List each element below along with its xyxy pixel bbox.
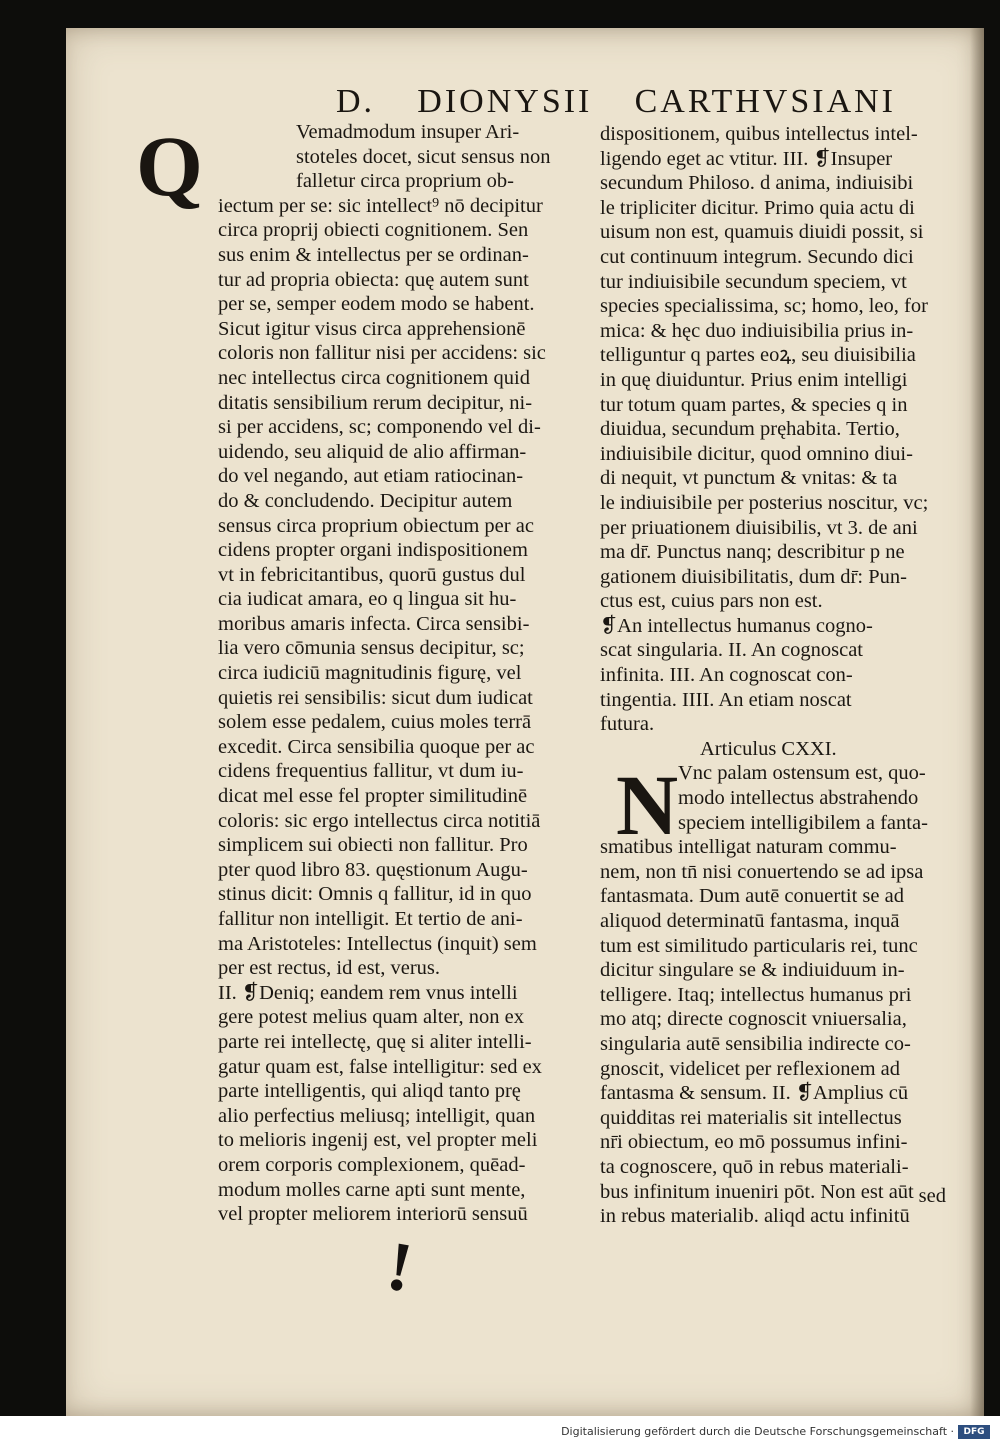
text-line: coloris: sic ergo intellectus circa notitiā: [218, 809, 541, 832]
right-column-part-a: [600, 122, 1000, 737]
text-line: circa proprij obiecti cognitionem. Sen: [218, 219, 529, 242]
book-page: [66, 28, 984, 1416]
text-line: to melioris ingenij est, vel propter meli: [218, 1129, 538, 1152]
text-line: gationem diuisibilitatis, dum dr̄: Pun-: [600, 565, 907, 588]
running-head-surname: CARTHVSIANI: [634, 83, 896, 120]
text-line: stoteles docet, sicut sensus non: [296, 145, 551, 168]
text-line: vt in febricitantibus, quorū gustus dul: [218, 563, 526, 586]
text-line: quidditas rei materialis sit intellectus: [600, 1106, 902, 1129]
text-line: si per accidens, sc; componendo vel di-: [218, 416, 541, 439]
text-line: nr̄i obiectum, eo mō possumus infini-: [600, 1131, 908, 1154]
running-head-name: DIONYSII: [417, 83, 593, 120]
text-line: ❡An intellectus humanus cogno-: [600, 614, 873, 637]
text-line: parte rei intellectę, quę si aliter intelli-: [218, 1030, 532, 1053]
text-line: uisum non est, quamuis diuidi possit, si: [600, 221, 924, 244]
digitization-footer: [0, 1416, 1000, 1444]
text-line: le tripliciter dicitur. Primo quia actu di: [600, 196, 915, 219]
text-line: alio perfectius meliusq; intelligit, quan: [218, 1104, 536, 1127]
text-line: parte intelligentis, qui aliqd tanto prę: [218, 1080, 521, 1103]
text-line: aliquod determinatū fantasma, inquā: [600, 910, 900, 932]
text-line: Vnc palam ostensum est, quo-: [678, 762, 926, 785]
text-line: bus infinitum inueniri pōt. Non est aūt: [600, 1180, 914, 1203]
running-head-initial: D.: [336, 83, 376, 120]
text-line: vel propter meliorem interiorū sensuū: [218, 1203, 528, 1226]
text-line: cia iudicat amara, eo q lingua sit hu-: [218, 588, 517, 611]
text-line: solem esse pedalem, cuius moles terrā: [218, 711, 532, 734]
text-line: falletur circa proprium ob-: [296, 170, 515, 193]
text-line: do & concludendo. Decipitur autem: [218, 489, 513, 512]
left-text-column: [218, 120, 658, 1227]
text-line: ma dr̄. Punctus nanq; describitur p ne: [600, 541, 905, 564]
dropcap-n: N: [616, 757, 679, 853]
text-line: secundum Philoso. d anima, indiuisibi: [600, 172, 914, 195]
text-line: do vel negando, aut etiam ratiocinan-: [218, 465, 524, 488]
right-text-column: [600, 122, 1000, 1229]
text-line: Vemadmodum insuper Ari-: [296, 121, 520, 143]
text-line: cidens frequentius fallitur, vt dum iu-: [218, 760, 524, 783]
text-line: in rebus materialib. aliqd actu infinitū: [600, 1205, 910, 1228]
text-line: gatur quam est, false intelligitur: sed ex: [218, 1055, 542, 1078]
text-line: ligendo eget ac vtitur. III. ❡Insuper: [600, 147, 893, 170]
text-line: speciem intelligibilem a fanta-: [678, 811, 928, 834]
footer-credit: Digitalisierung gefördert durch die Deutsche Forschungsgemeinschaft ·: [561, 1425, 954, 1438]
text-line: coloris non fallitur nisi per accidens: sic: [218, 342, 546, 365]
text-line: modum molles carne apti sunt mente,: [218, 1178, 526, 1201]
text-line: tur indiuisibile secundum speciem, vt: [600, 270, 907, 293]
text-line: II. ❡Deniq; eandem rem vnus intelli: [218, 981, 518, 1004]
text-line: stinus dicit: Omnis q fallitur, id in quo: [218, 883, 532, 906]
text-line: cidens propter organi indispositionem: [218, 539, 528, 562]
text-line: species specialissima, sc; homo, leo, for: [600, 295, 928, 318]
dropcap-q: Q: [136, 118, 203, 214]
text-line: ta cognoscere, quō in rebus materiali-: [600, 1155, 909, 1178]
text-line: indiuisibile dicitur, quod omnino diui-: [600, 442, 913, 465]
text-line: mica: & hęc duo indiuisibilia prius in-: [600, 319, 914, 342]
text-line: circa iudiciū magnitudinis figurę, vel: [218, 662, 522, 685]
text-line: simplicem sui obiecti non fallitur. Pro: [218, 834, 528, 857]
text-line: ma Aristoteles: Intellectus (inquit) sem: [218, 932, 537, 955]
text-line: dispositionem, quibus intellectus intel-: [600, 123, 918, 145]
text-line: smatibus intelligat naturam commu-: [600, 836, 897, 859]
text-line: in quę diuiduntur. Prius enim intelligi: [600, 368, 908, 391]
text-line: ditatis sensibilium rerum decipitur, ni-: [218, 391, 533, 414]
catchword: sed: [918, 1185, 946, 1207]
text-line: tingentia. IIII. An etiam noscat: [600, 688, 852, 711]
text-line: tum est similitudo particularis rei, tunc: [600, 934, 918, 957]
text-line: per priuationem diuisibilis, vt 3. de ani: [600, 516, 918, 539]
text-line: telligere. Itaq; intellectus humanus pri: [600, 983, 912, 1006]
text-line: diuidua, secundum pręhabita. Tertio,: [600, 418, 900, 441]
text-line: modo intellectus abstrahendo: [678, 787, 919, 810]
text-line: dicat mel esse fel propter similitudinē: [218, 785, 528, 808]
text-line: mo atq; directe cognoscit vniuersalia,: [600, 1008, 907, 1031]
text-line: per est rectus, id est, verus.: [218, 957, 441, 980]
text-line: tur ad propria obiecta: quę autem sunt: [218, 268, 529, 291]
text-line: lia vero cōmunia sensus decipitur, sc;: [218, 637, 525, 660]
text-line: fallitur non intelligit. Et tertio de ani-: [218, 908, 523, 930]
text-line: per se, semper eodem modo se habent.: [218, 293, 535, 316]
text-line: tur totum quam partes, & species q in: [600, 393, 908, 416]
text-line: le indiuisibile per posterius noscitur, vc;: [600, 491, 929, 514]
text-line: ctus est, cuius pars non est.: [600, 590, 823, 613]
text-line: telliguntur q partes eoꝝ, seu diuisibilia: [600, 344, 916, 367]
text-line: infinita. III. An cognoscat con-: [600, 664, 853, 687]
text-line: uidendo, seu aliquid de alio affirman-: [218, 440, 527, 463]
text-line: nec intellectus circa cognitionem quid: [218, 366, 530, 389]
article-heading: Articulus CXXI.: [700, 737, 837, 760]
text-line: cut continuum integrum. Secundo dici: [600, 245, 914, 268]
text-line: nem, non tn̄ nisi conuertendo se ad ipsa: [600, 860, 924, 883]
text-line: gere potest melius quam alter, non ex: [218, 1006, 525, 1029]
text-line: excedit. Circa sensibilia quoque per ac: [218, 735, 535, 758]
text-line: di nequit, vt punctum & vnitas: & ta: [600, 467, 898, 490]
text-line: moribus amaris infecta. Circa sensibi-: [218, 612, 530, 635]
text-line: iectum per se: sic intellect⁹ nō decipitur: [218, 194, 543, 217]
text-line: singularia autē sensibilia indirecte co-: [600, 1032, 911, 1055]
text-line: futura.: [600, 713, 655, 736]
text-line: fantasmata. Dum autē conuertit se ad: [600, 885, 904, 908]
text-line: sus enim & intellectus per se ordinan-: [218, 243, 529, 266]
text-line: scat singularia. II. An cognoscat: [600, 639, 864, 662]
text-line: fantasma & sensum. II. ❡Amplius cū: [600, 1082, 909, 1105]
text-line: Sicut igitur visus circa apprehensionē: [218, 317, 526, 340]
text-line: gnoscit, videlicet per reflexionem ad: [600, 1057, 900, 1080]
dfg-logo-icon: DFG: [958, 1425, 990, 1439]
handwritten-exclamation-mark: !: [381, 1227, 418, 1308]
running-head: [336, 83, 896, 121]
text-line: quietis rei sensibilis: sicut dum iudicat: [218, 686, 533, 709]
text-line: orem corporis complexionem, quēad-: [218, 1153, 526, 1176]
text-line: pter quod libro 83. quęstionum Augu-: [218, 858, 528, 881]
text-line: dicitur singulare se & indiuiduum in-: [600, 959, 905, 982]
text-line: sensus circa proprium obiectum per ac: [218, 514, 534, 537]
